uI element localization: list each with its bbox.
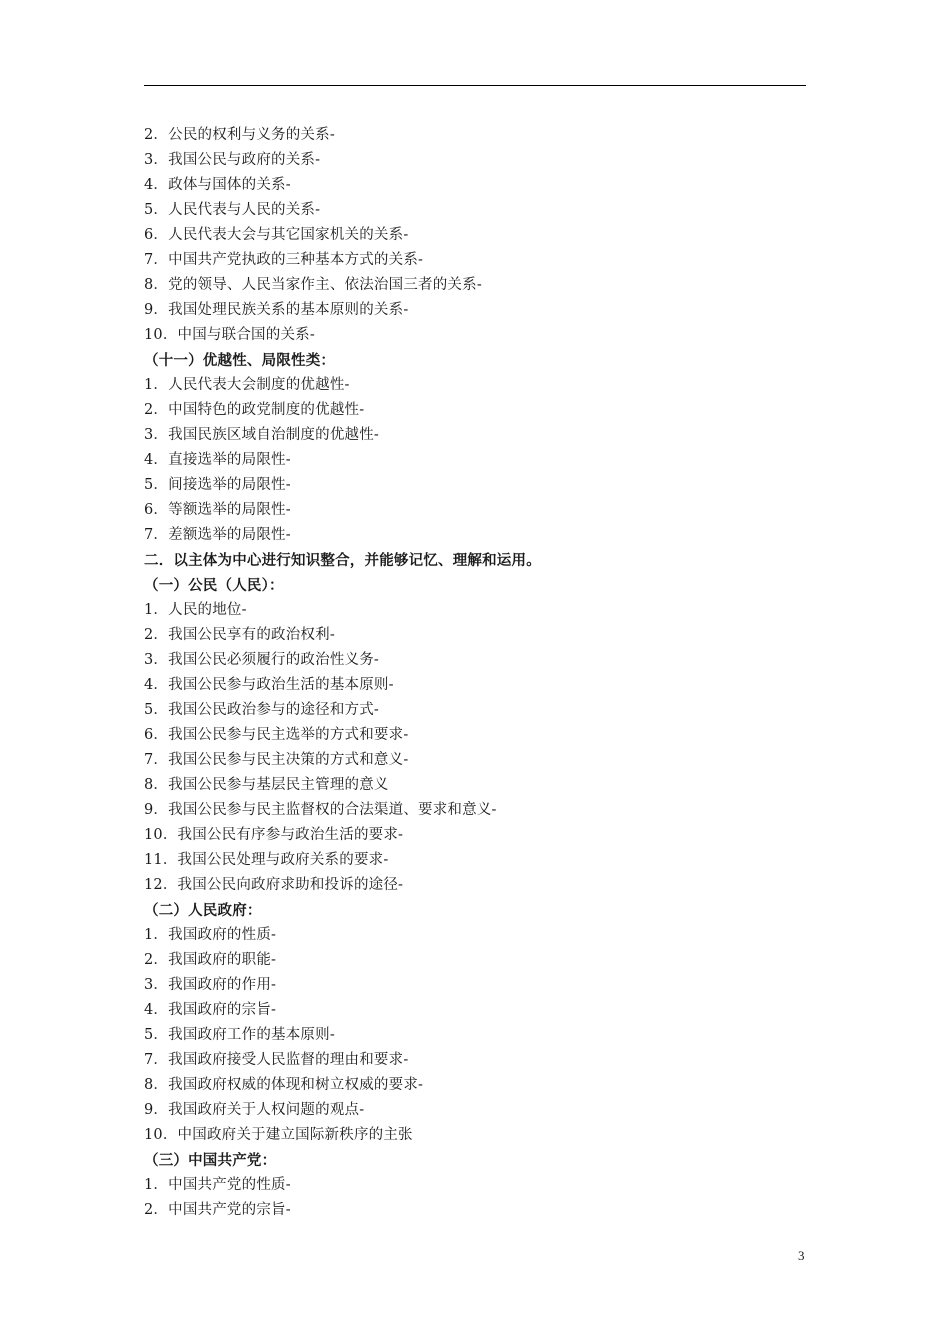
list-item: 2．我国公民享有的政治权利- xyxy=(144,627,335,643)
list-item: 3．我国政府的作用- xyxy=(144,977,277,993)
document-body xyxy=(144,123,806,1223)
list-item: 2．我国政府的职能- xyxy=(144,952,277,968)
list-item: 6．等额选举的局限性- xyxy=(144,502,291,518)
section-heading: （十一）优越性、局限性类： xyxy=(144,352,336,369)
list-item: 6．人民代表大会与其它国家机关的关系- xyxy=(144,227,409,243)
list-item: 1．人民代表大会制度的优越性- xyxy=(144,377,350,393)
header-rule xyxy=(144,85,806,86)
list-item: 2．公民的权利与义务的关系- xyxy=(144,127,335,143)
list-item: 2．中国特色的政党制度的优越性- xyxy=(144,402,365,418)
list-item: 5．我国政府工作的基本原则- xyxy=(144,1027,335,1043)
list-item: 7．我国公民参与民主决策的方式和意义- xyxy=(144,752,409,768)
list-item: 8．党的领导、人民当家作主、依法治国三者的关系- xyxy=(144,277,482,293)
list-item: 4．我国政府的宗旨- xyxy=(144,1002,277,1018)
list-item: 3．我国民族区域自治制度的优越性- xyxy=(144,427,380,443)
page-number: 3 xyxy=(798,1248,805,1263)
list-item: 10．我国公民有序参与政治生活的要求- xyxy=(144,827,404,843)
list-item: 11．我国公民处理与政府关系的要求- xyxy=(144,852,389,868)
list-item: 4．政体与国体的关系- xyxy=(144,177,291,193)
section-heading: （三）中国共产党： xyxy=(144,1152,277,1169)
list-item: 4．我国公民参与政治生活的基本原则- xyxy=(144,677,394,693)
list-item: 2．中国共产党的宗旨- xyxy=(144,1202,291,1218)
list-item: 5．间接选举的局限性- xyxy=(144,477,291,493)
list-item: 5．人民代表与人民的关系- xyxy=(144,202,321,218)
list-item: 1．中国共产党的性质- xyxy=(144,1177,291,1193)
section-heading: 二．以主体为中心进行知识整合，并能够记忆、理解和运用。 xyxy=(144,552,541,569)
list-item: 3．我国公民必须履行的政治性义务- xyxy=(144,652,380,668)
section-heading: （二）人民政府： xyxy=(144,902,262,919)
list-item: 4．直接选举的局限性- xyxy=(144,452,291,468)
list-item: 3．我国公民与政府的关系- xyxy=(144,152,321,168)
list-item: 12．我国公民向政府求助和投诉的途径- xyxy=(144,877,404,893)
list-item: 9．我国政府关于人权问题的观点- xyxy=(144,1102,365,1118)
section-heading: （一）公民（人民）： xyxy=(144,577,284,594)
list-item: 5．我国公民政治参与的途径和方式- xyxy=(144,702,380,718)
list-item: 10．中国与联合国的关系- xyxy=(144,327,315,343)
list-item: 10．中国政府关于建立国际新秩序的主张 xyxy=(144,1127,413,1143)
list-item: 1．我国政府的性质- xyxy=(144,927,277,943)
list-item: 7．我国政府接受人民监督的理由和要求- xyxy=(144,1052,409,1068)
list-item: 6．我国公民参与民主选举的方式和要求- xyxy=(144,727,409,743)
list-item: 8．我国公民参与基层民主管理的意义 xyxy=(144,777,389,793)
list-item: 7．中国共产党执政的三种基本方式的关系- xyxy=(144,252,424,268)
list-item: 1．人民的地位- xyxy=(144,602,247,618)
list-item: 9．我国处理民族关系的基本原则的关系- xyxy=(144,302,409,318)
list-item: 8．我国政府权威的体现和树立权威的要求- xyxy=(144,1077,424,1093)
list-item: 7．差额选举的局限性- xyxy=(144,527,291,543)
list-item: 9．我国公民参与民主监督权的合法渠道、要求和意义- xyxy=(144,802,497,818)
